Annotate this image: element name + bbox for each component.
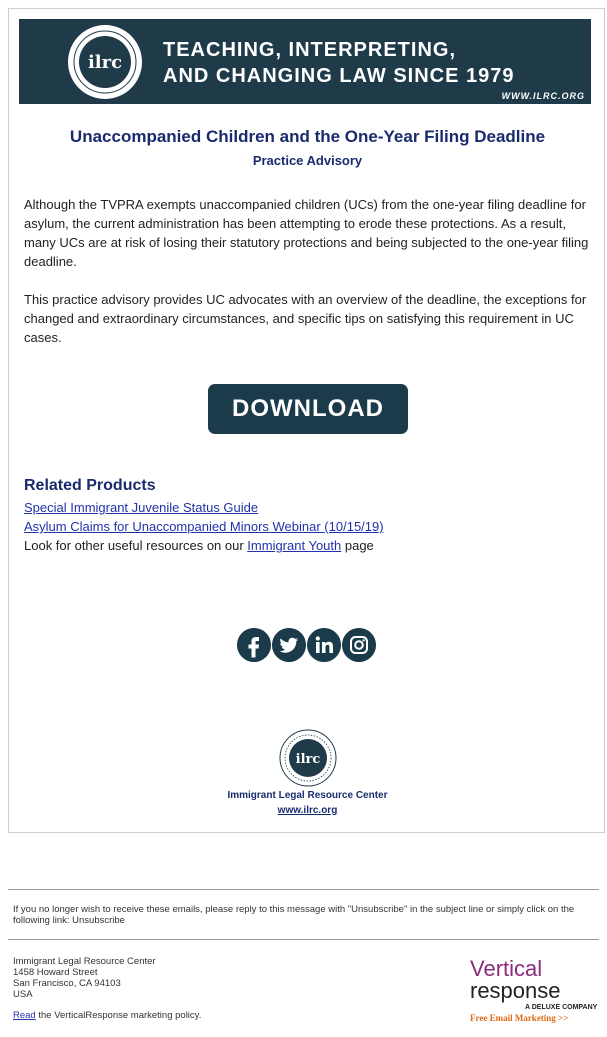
intro-paragraph: Although the TVPRA exempts unaccompanied children (UCs) from the one-year filing deadline for asylum, the current administration has been attempting to erode these protections. As a result, many UCs are at risk of losing their statutory protections and being subjected to the one-year filing deadline. [24, 197, 589, 269]
policy-text: the VerticalResponse marketing policy. [35, 1010, 202, 1021]
ilrc-seal-logo [59, 23, 151, 101]
divider-top [8, 889, 599, 890]
asylum-webinar-link[interactable]: Asylum Claims for Unaccompanied Minors Webinar (10/15/19) [24, 519, 384, 534]
download-button[interactable]: DOWNLOAD [208, 384, 408, 434]
instagram-icon[interactable] [342, 628, 376, 662]
address-line4: USA [13, 989, 33, 1000]
seal-logo-text: ilrc [87, 52, 123, 73]
footer-org-url[interactable]: www.ilrc.org [277, 805, 338, 816]
related-products-heading: Related Products [24, 477, 156, 494]
linkedin-icon[interactable] [307, 628, 341, 662]
immigrant-youth-link[interactable]: Immigrant Youth [247, 538, 342, 553]
marketing-policy [13, 1010, 201, 1021]
footer-logo-text: ilrc [295, 752, 321, 767]
resources-suffix: page [341, 538, 374, 553]
banner-url: WWW.ILRC.ORG [501, 91, 585, 101]
social-icons [237, 628, 381, 664]
vr-cta: Free Email Marketing >> [470, 1013, 569, 1023]
banner-tagline-line1: TEACHING, INTERPRETING, [163, 39, 457, 61]
address-line1: Immigrant Legal Resource Center [13, 956, 156, 967]
article-title: Unaccompanied Children and the One-Year Filing Deadline [69, 127, 546, 146]
resources-prefix: Look for other useful resources on our [24, 538, 248, 553]
twitter-icon[interactable] [272, 628, 306, 662]
divider-bottom [8, 939, 599, 940]
sijs-guide-link[interactable]: Special Immigrant Juvenile Status Guide [24, 500, 259, 515]
footer-ilrc-logo [279, 729, 337, 787]
article-subtitle: Practice Advisory [252, 153, 363, 168]
unsubscribe-notice: If you no longer wish to receive these emails, please reply to this message with "Unsubscribe" in the subject line or simply click on the following link: Unsubscribe [13, 904, 575, 926]
overview-paragraph: This practice advisory provides UC advocates with an overview of the deadline, the exceptions for changed and extraordinary circumstances, and specific tips on satisfying this requirement in UC cases. [24, 292, 587, 345]
address-line3: San Francisco, CA 94103 [13, 978, 121, 989]
email-card [8, 8, 605, 833]
vr-word-response: response [470, 978, 561, 1003]
footer-org-name: Immigrant Legal Resource Center [227, 790, 388, 801]
banner-tagline-line2: AND CHANGING LAW SINCE 1979 [163, 65, 515, 87]
verticalresponse-badge[interactable] [468, 954, 598, 1026]
address-line2: 1458 Howard Street [13, 967, 98, 978]
vr-word-vertical: Vertical [470, 956, 543, 981]
facebook-icon[interactable] [237, 628, 271, 662]
vr-deluxe: A DELUXE COMPANY [525, 1004, 598, 1011]
header-banner[interactable] [19, 19, 591, 104]
read-policy-link[interactable]: Read [13, 1010, 36, 1021]
resources-line [24, 538, 374, 553]
mailing-address [13, 956, 156, 1000]
